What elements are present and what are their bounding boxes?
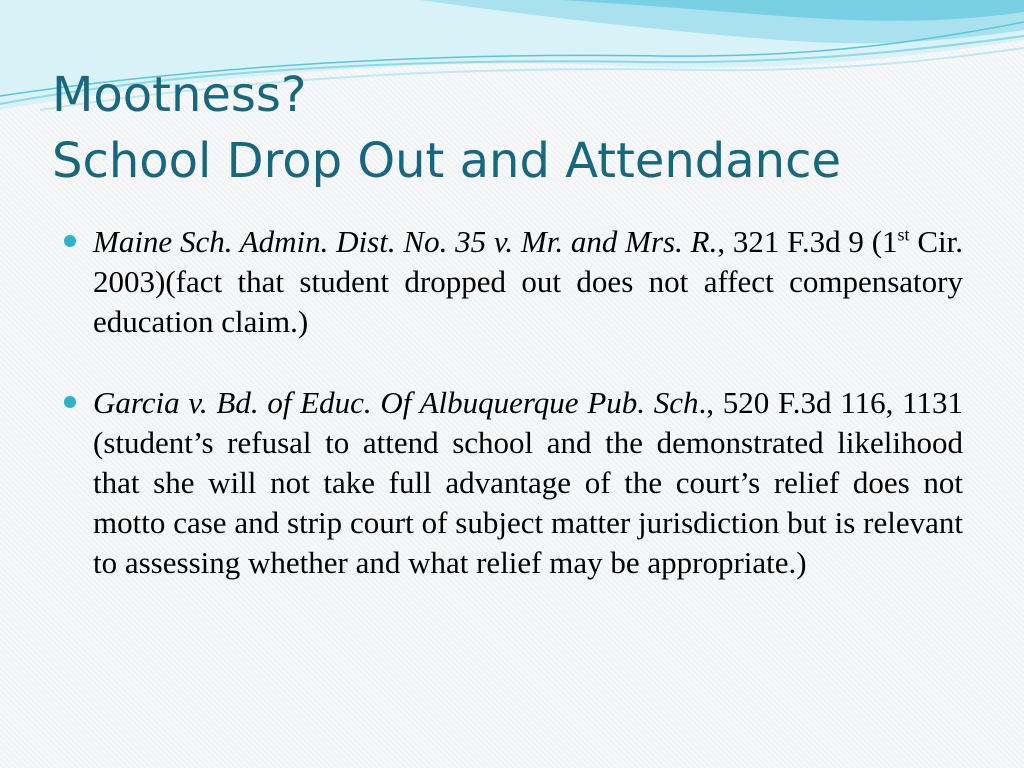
citation-garcia: ., 520 F.3d 116, 1131 (student’s refusal to attend school and the demonstrated likelihood that she will not take full advantage of the court’s relief does not motto case and strip court of subject matter jurisdiction but is relevant to assessing whether and what relief may be appropriate.) (93, 385, 963, 580)
citation-maine-superscript: st (897, 224, 910, 245)
citation-maine-post: Cir. 2003)(fact that student dropped out does not affect compensatory education claim.) (93, 224, 963, 339)
citation-maine-pre: , 321 F.3d 9 (1 (717, 224, 898, 259)
bullet-dot-icon (64, 235, 76, 247)
case-name-maine: Maine Sch. Admin. Dist. No. 35 v. Mr. and Mrs. R. (93, 224, 718, 259)
slide-title (52, 62, 841, 194)
bullet-list (64, 222, 963, 583)
bullet-item-garcia (64, 383, 963, 583)
bullet-item-maine (64, 222, 963, 342)
case-name-garcia: Garcia v. Bd. of Educ. Of Albuquerque Pub. Sch (93, 385, 699, 420)
bullet-dot-icon (64, 396, 76, 408)
title-line-2: School Drop Out and Attendance (52, 133, 841, 189)
title-line-1: Mootness? (52, 67, 307, 123)
